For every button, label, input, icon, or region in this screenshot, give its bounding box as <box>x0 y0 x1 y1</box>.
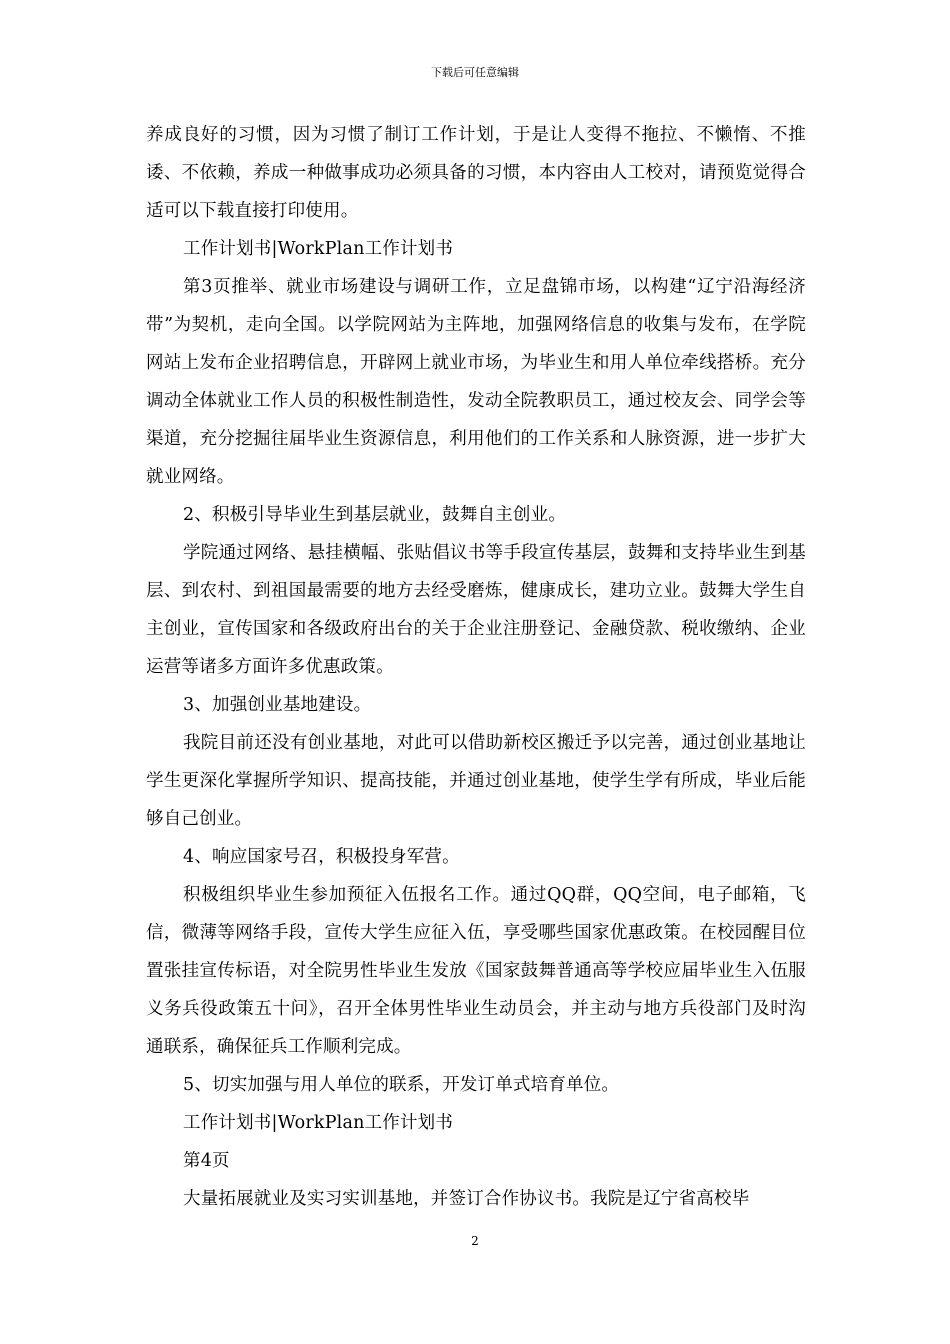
section-title-workplan-2: 工作计划书|WorkPlan工作计划书 <box>183 1113 454 1133</box>
document-body <box>146 116 806 1218</box>
heading-item-5: 5、切实加强与用人单位的联系，开发订单式培育单位。 <box>183 1075 620 1095</box>
page-number: 2 <box>471 1234 479 1248</box>
heading-item-3: 3、加强创业基地建设。 <box>183 695 372 715</box>
section-title-workplan: 工作计划书|WorkPlan工作计划书 <box>183 239 454 259</box>
paragraph-grassroots: 学院通过网络、悬挂横幅、张贴倡议书等手段宣传基层，鼓舞和支持毕业生到基层、到农村、到祖国最需要的地方去经受磨炼，健康成长，建功立业。鼓舞大学生自主创业，宣传国家和各级政府出台的关于企业注册登记、金融贷款、税收缴纳、企业运营等诸多方面许多优惠政策。 <box>146 543 806 677</box>
heading-item-2: 2、积极引导毕业生到基层就业，鼓舞自主创业。 <box>183 505 567 525</box>
paragraph-habit: 养成良好的习惯，因为习惯了制订工作计划，于是让人变得不拖拉、不懒惰、不推诿、不依赖，养成一种做事成功必须具备的习惯，本内容由人工校对，请预览觉得合适可以下载直接打印使用。 <box>146 125 806 221</box>
page-header: 下载后可任意编辑 <box>431 66 519 79</box>
paragraph-market: 第3页推举、就业市场建设与调研工作，立足盘锦市场，以构建“辽宁沿海经济带”为契机，走向全国。以学院网站为主阵地，加强网络信息的收集与发布，在学院网站上发布企业招聘信息，开辟网上就业市场，为毕业生和用人单位牵线搭桥。充分调动全体就业工作人员的积极性制造性，发动全院教职员工，通过校友会、同学会等渠道，充分挖掘往届毕业生资源信息，利用他们的工作关系和人脉资源，进一步扩大就业网络。 <box>146 277 806 487</box>
page-marker: 第4页 <box>183 1151 230 1171</box>
paragraph-base: 我院目前还没有创业基地，对此可以借助新校区搬迁予以完善，通过创业基地让学生更深化掌握所学知识、提高技能，并通过创业基地，使学生学有所成，毕业后能够自己创业。 <box>146 733 806 829</box>
paragraph-expand: 大量拓展就业及实习实训基地，并签订合作协议书。我院是辽宁省高校毕 <box>183 1189 750 1209</box>
paragraph-military: 积极组织毕业生参加预征入伍报名工作。通过QQ群，QQ空间，电子邮箱，飞信，微薄等网络手段，宣传大学生应征入伍，享受哪些国家优惠政策。在校园醒目位置张挂宣传标语，对全院男性毕业生发放《国家鼓舞普通高等学校应届毕业生入伍服义务兵役政策五十问》，召开全体男性毕业生动员会，并主动与地方兵役部门及时沟通联系，确保征兵工作顺利完成。 <box>146 885 806 1057</box>
heading-item-4: 4、响应国家号召，积极投身军营。 <box>183 847 460 867</box>
